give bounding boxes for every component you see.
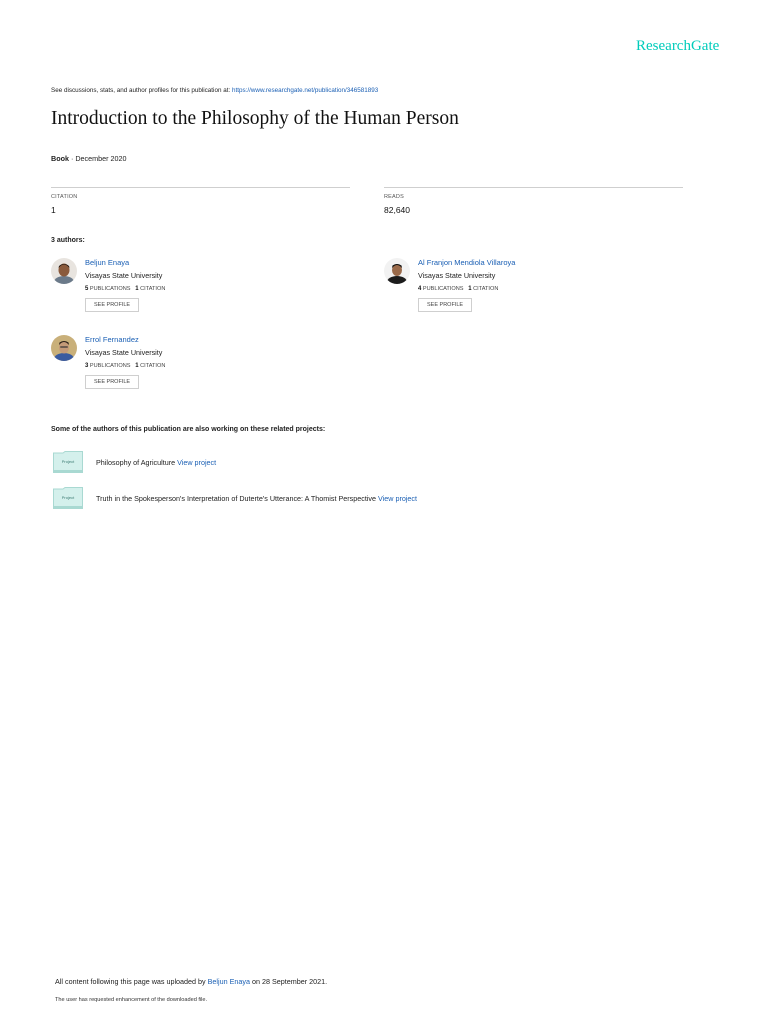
see-profile-button[interactable]: SEE PROFILE xyxy=(418,298,472,312)
avatar-photo-icon xyxy=(384,258,410,284)
reads-stat xyxy=(384,187,683,215)
author-name-link[interactable]: Errol Fernandez xyxy=(85,335,139,344)
author-institution: Visayas State University xyxy=(85,271,163,280)
citations-label: CITATION xyxy=(140,363,166,369)
publications-label: PUBLICATIONS xyxy=(422,286,464,292)
author-stats xyxy=(85,363,165,369)
view-project-link[interactable]: View project xyxy=(177,458,217,467)
see-profile-button[interactable]: SEE PROFILE xyxy=(85,298,139,312)
researchgate-logo[interactable]: ResearchGate xyxy=(636,38,720,54)
citation-stat xyxy=(51,187,350,215)
publication-title: Introduction to the Philosophy of the Human Person xyxy=(51,108,459,129)
publication-url-link[interactable]: https://www.researchgate.net/publication/346581893 xyxy=(231,87,379,94)
publications-count: 3 xyxy=(85,363,89,369)
author-name-link[interactable]: Beljun Enaya xyxy=(85,258,130,267)
avatar-photo-icon xyxy=(51,258,77,284)
author-name-link[interactable]: Al Franjon Mendiola Villaroya xyxy=(418,258,516,267)
author-institution: Visayas State University xyxy=(418,271,496,280)
project-folder-icon xyxy=(53,487,83,509)
citations-count: 1 xyxy=(135,286,139,292)
see-profile-button[interactable]: SEE PROFILE xyxy=(85,375,139,389)
upload-prefix: All content following this page was uploaded by xyxy=(55,977,208,986)
discussions-line xyxy=(51,87,378,94)
author-card xyxy=(384,258,684,328)
citations-label: CITATION xyxy=(140,286,166,292)
publications-count: 4 xyxy=(418,286,422,292)
publication-date: · December 2020 xyxy=(68,154,127,163)
uploader-link[interactable]: Beljun Enaya xyxy=(207,977,250,986)
reads-value: 82,640 xyxy=(384,205,410,215)
author-institution: Visayas State University xyxy=(85,348,163,357)
project-folder-icon xyxy=(53,451,83,473)
avatar[interactable] xyxy=(384,258,410,284)
project-icon-label: Project xyxy=(61,459,75,464)
publication-type: Book xyxy=(51,154,69,163)
project-title: Philosophy of Agriculture xyxy=(96,458,178,467)
author-stats xyxy=(85,286,165,292)
related-projects-heading: Some of the authors of this publication are also working on these related projects: xyxy=(51,426,326,433)
project-text xyxy=(96,458,216,467)
project-text xyxy=(96,494,417,503)
project-title: Truth in the Spokesperson's Interpretation of Duterte's Utterance: A Thomist Perspective xyxy=(96,494,378,503)
upload-suffix: on 28 September 2021. xyxy=(250,977,328,986)
project-icon-label: Project xyxy=(61,495,75,500)
publications-label: PUBLICATIONS xyxy=(89,363,131,369)
enhancement-note: The user has requested enhancement of the downloaded file. xyxy=(55,997,208,1003)
citations-label: CITATION xyxy=(473,286,499,292)
view-project-link[interactable]: View project xyxy=(378,494,418,503)
citation-value: 1 xyxy=(51,205,56,215)
discussions-text: See discussions, stats, and author profiles for this publication at: xyxy=(51,87,232,94)
avatar-photo-icon xyxy=(51,335,77,361)
publications-label: PUBLICATIONS xyxy=(89,286,131,292)
publications-count: 5 xyxy=(85,286,89,292)
publication-type-date xyxy=(51,154,127,163)
avatar[interactable] xyxy=(51,258,77,284)
reads-label: READS xyxy=(384,194,404,200)
author-card xyxy=(51,335,351,405)
avatar[interactable] xyxy=(51,335,77,361)
citations-count: 1 xyxy=(135,363,139,369)
author-stats xyxy=(418,286,515,292)
upload-notice xyxy=(55,977,327,986)
authors-heading: 3 authors: xyxy=(51,237,85,244)
citation-label: CITATION xyxy=(51,194,78,200)
citations-count: 1 xyxy=(468,286,472,292)
author-card xyxy=(51,258,351,328)
